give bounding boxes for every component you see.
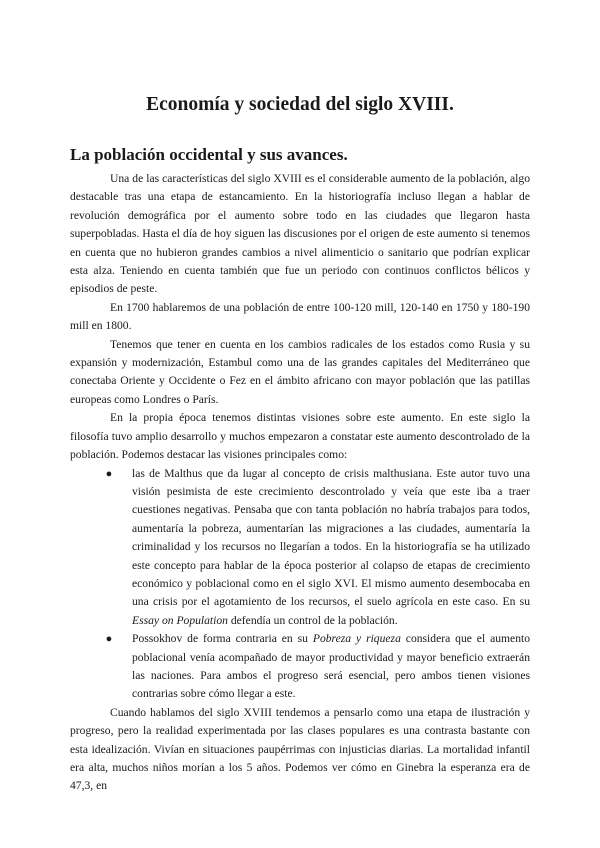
book-title: Essay on Population <box>132 613 228 627</box>
bullet-text: considera que el aumento poblacional venía acompañado de mayor productividad y mayor beneficio extraerán las naciones. Para ambos el progreso será esencial, pero ambos tienen visiones contrarias sobre cómo llegar a este. <box>132 632 531 701</box>
section-heading: La población occidental y sus avances. <box>70 145 348 164</box>
bullet-text: Possokhov de forma contraria en su <box>132 632 313 646</box>
book-title: Pobreza y riqueza <box>312 632 401 646</box>
paragraph-5: Cuando hablamos del siglo XVIII tendemos a pensarlo como una etapa de ilustración y progreso, pero la realidad experimentada por las clases populares es una contrasta bastante con esta idealización. Vivían en situaciones paupérrimas con injusticias diarias. La mortalidad infantil era alta, muchos niños morían a los 5 años. Podemos ver cómo en Ginebra la esperanza era de 47,3, en <box>70 705 530 793</box>
paragraph-3: Tenemos que tener en cuenta en los cambios radicales de los estados como Rusia y su expansión y modernización, Estambul como una de las grandes capitales del Mediterráneo que conectaba Oriente y Occidente o Fez en el ámbito africano con mayor población que las patillas europeas como Londres o París. <box>70 337 530 406</box>
bullet-list <box>70 465 530 704</box>
document-title: Economía y sociedad del siglo XVIII. <box>146 94 454 115</box>
list-item-possokhov <box>105 630 531 704</box>
paragraph-2: En 1700 hablaremos de una población de entre 100-120 mill, 120-140 en 1750 y 180-190 mill en 1800. <box>70 300 530 333</box>
document-body <box>70 170 530 796</box>
bullet-text: defendía un control de la población. <box>227 613 398 627</box>
list-item-malthus <box>105 465 530 631</box>
bullet-icon: ● <box>105 633 113 646</box>
bullet-icon: ● <box>105 467 113 480</box>
paragraph-4: En la propia época tenemos distintas visiones sobre este aumento. En este siglo la filosofía tuvo amplio desarrollo y muchos empezaron a constatar este aumento descontrolado de la población. Podemos destacar las visiones principales como: <box>70 411 530 462</box>
paragraph-1: Una de las características del siglo XVIII es el considerable aumento de la población, algo destacable tras una etapa de estancamiento. En la historiografía incluso llegan a hablar de revolución demográfica por el aumento sobre todo en las ciudades que llegaron hasta superpobladas. Hasta el día de hoy siguen las discusiones por el origen de este aumento si tenemos en cuenta que no hubieron grandes cambios a nivel alimenticio o sanitario que podrían explicar esta alza. Teniendo en cuenta también que fue un periodo con continuos conflictos bélicos y episodios de peste. <box>70 172 530 296</box>
bullet-text: las de Malthus que da lugar al concepto de crisis malthusiana. Este autor tuvo una visión pesimista de este crecimiento descontrolado y veía que este iba a traer cuestiones negativas. Pensaba que con tanta población no habría trabajos para todos, aumentaría la pobreza, aumentarían las migraciones a las ciudades, aumentaría la criminalidad y los recursos no llegarían a todos. En la historiografía se ha utilizado este concepto para hablar de la época posterior al colapso de etapas de crecimiento económico y poblacional como en el siglo XVI. El mismo aumento desembocaba en una crisis por el agotamiento de los recursos, el suelo agrícola en este caso. En su <box>132 466 530 609</box>
